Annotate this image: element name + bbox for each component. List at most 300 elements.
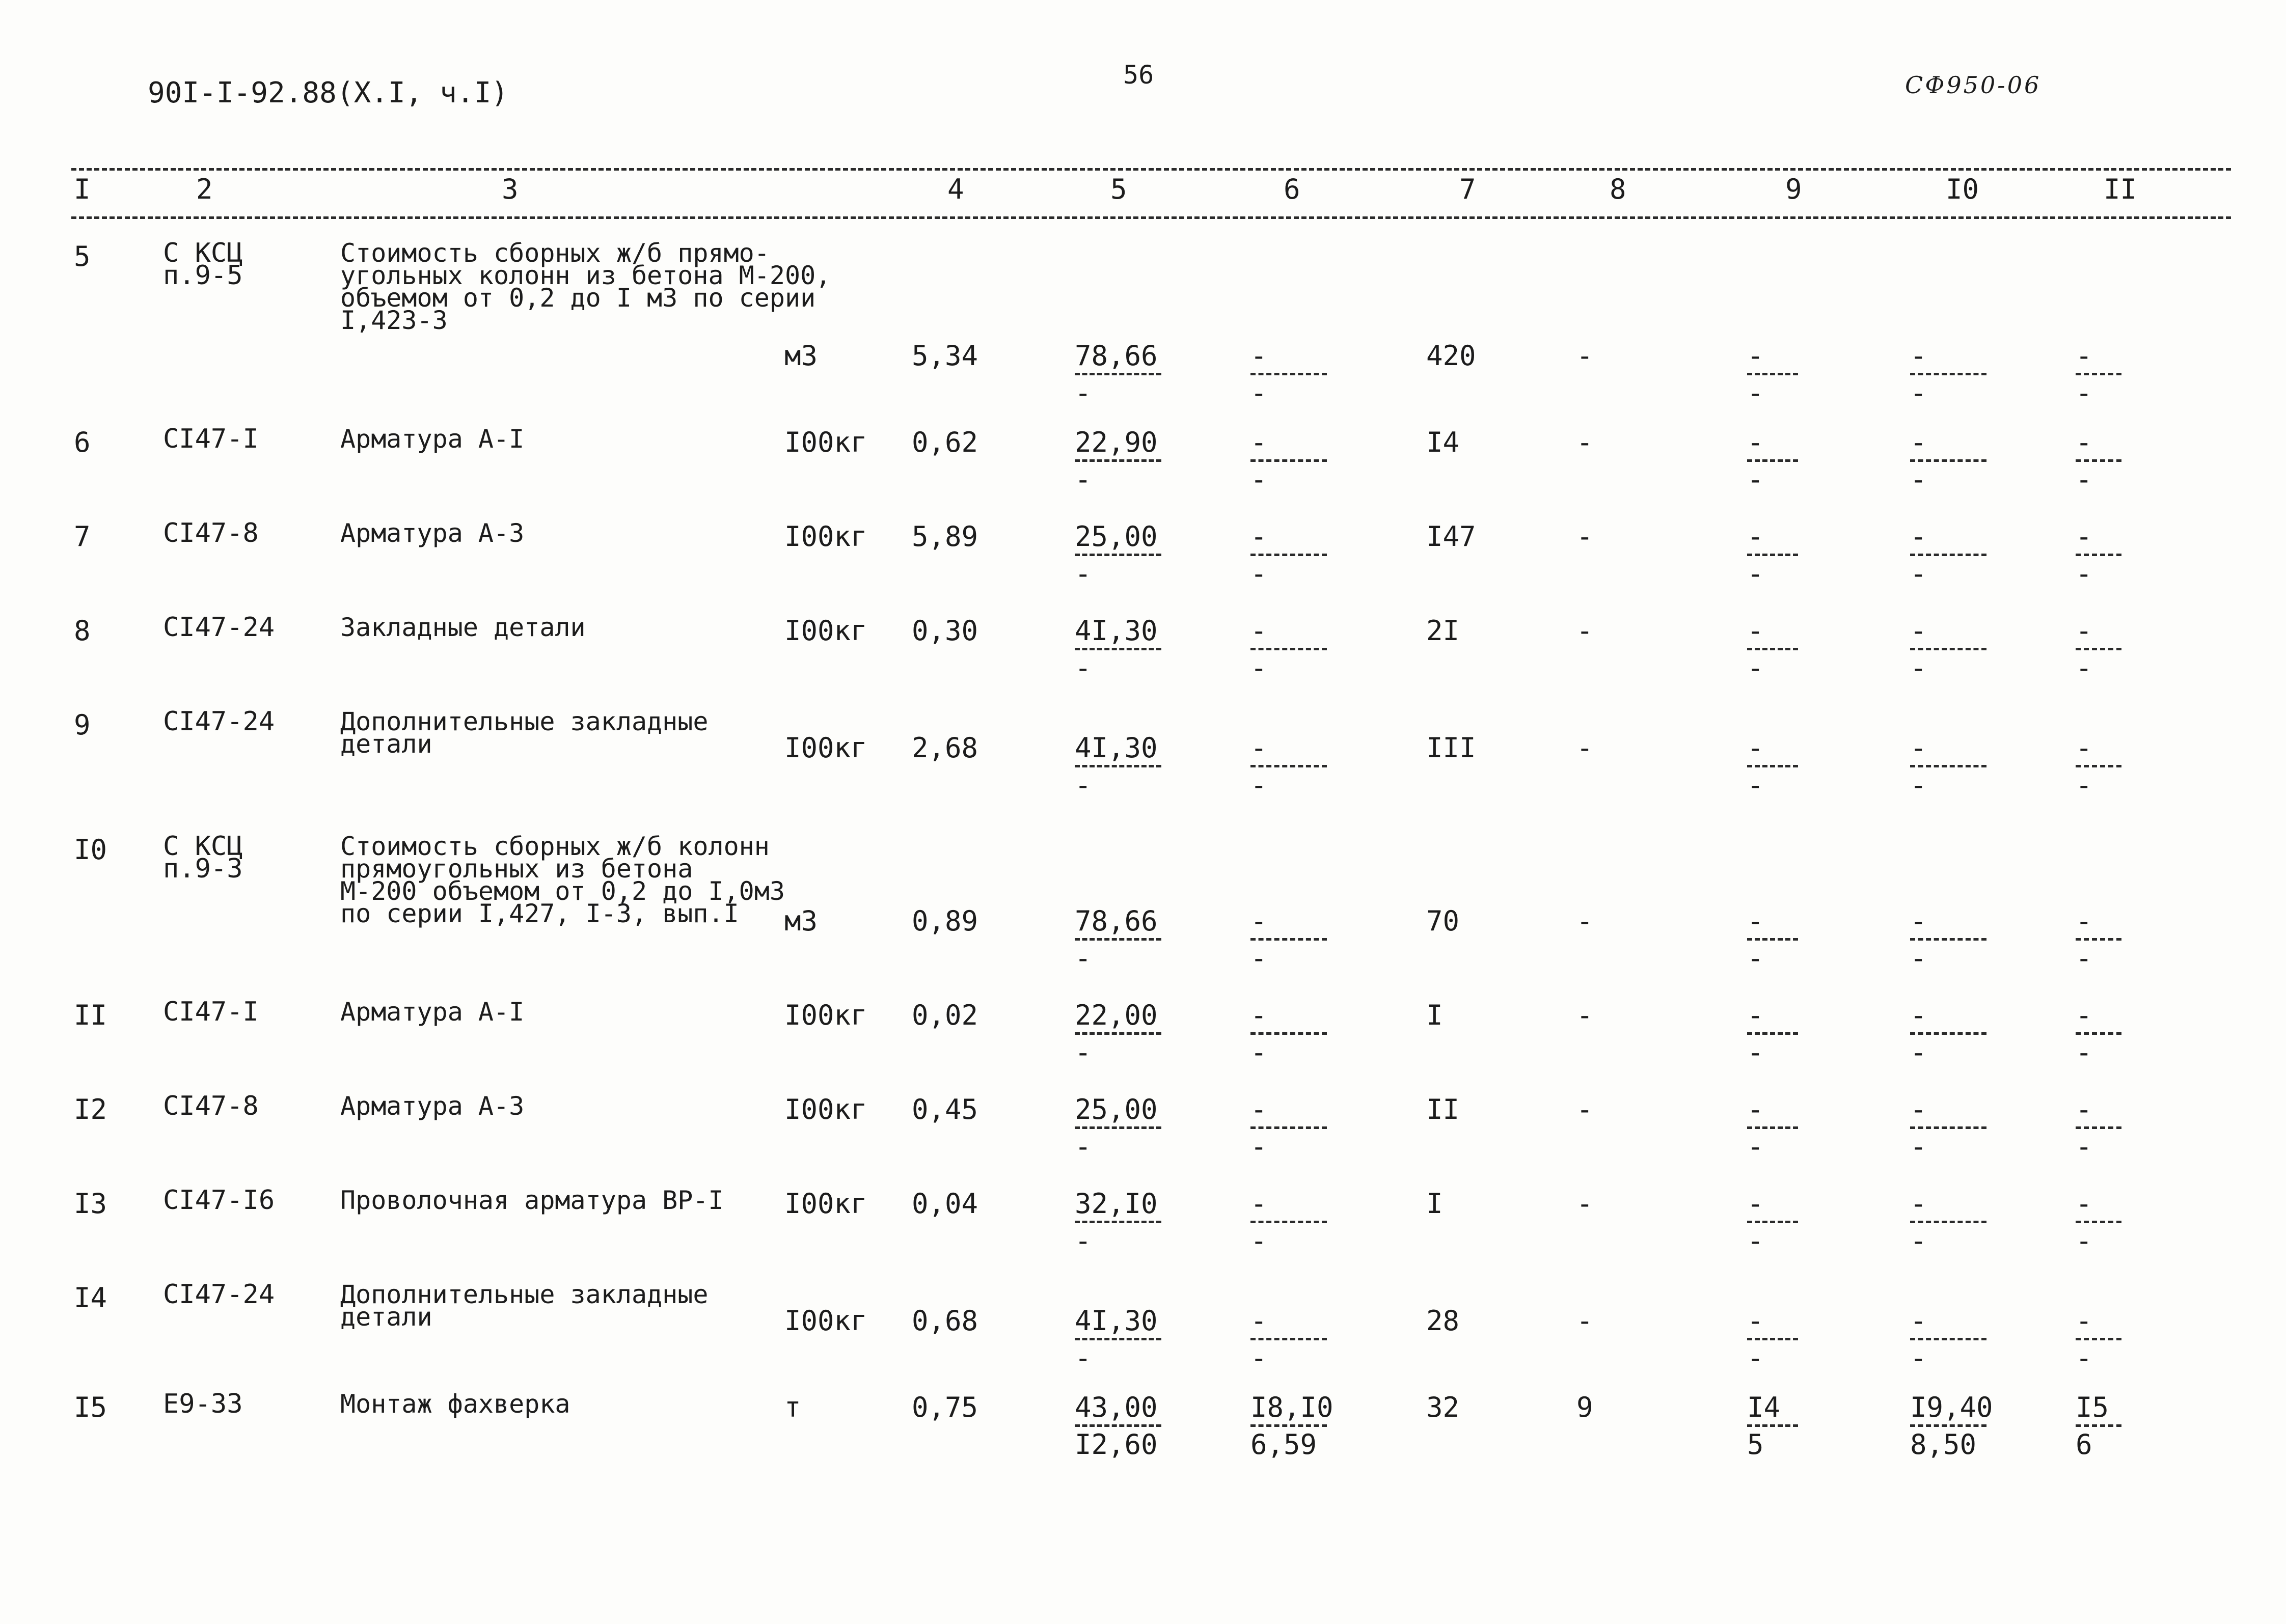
document-reference: 90I-I-92.88(X.I, ч.I)	[148, 76, 509, 109]
labor-per-unit-fraction-bar	[1910, 938, 1986, 941]
machine-cost: -	[1576, 1188, 1593, 1220]
unit-wages-fraction-bar	[1250, 1126, 1327, 1129]
labor-total	[2076, 906, 2121, 973]
labor-per-unit-fraction-bar	[1910, 1032, 1986, 1035]
rate-code: СI47-24	[163, 1279, 275, 1310]
labor-per-unit	[1910, 733, 1986, 800]
total-wages-fraction-bar	[1747, 554, 1798, 556]
unit-cost	[1075, 733, 1161, 800]
quantity: 0,02	[912, 999, 978, 1031]
unit-wages-denominator: -	[1250, 652, 1267, 684]
unit-cost	[1075, 341, 1161, 408]
unit-cost-fraction-bar	[1075, 1126, 1161, 1129]
quantity: 0,89	[912, 905, 978, 937]
labor-per-unit	[1910, 428, 1986, 494]
labor-total-numerator: -	[2076, 340, 2092, 372]
unit-wages-fraction-bar	[1250, 459, 1327, 462]
column-header-10: I0	[1946, 173, 1979, 205]
quantity: 0,62	[912, 426, 978, 458]
unit-cost-numerator: 78,66	[1075, 340, 1158, 372]
machine-cost: -	[1576, 520, 1593, 553]
total-wages-numerator: -	[1747, 426, 1764, 458]
total-wages-fraction-bar	[1747, 648, 1798, 650]
total-wages	[1747, 522, 1798, 589]
labor-total	[2076, 428, 2121, 494]
unit-wages-fraction-bar	[1250, 554, 1327, 556]
total-wages-numerator: -	[1747, 999, 1764, 1031]
labor-total-fraction-bar	[2076, 459, 2121, 462]
header-bottom-rule	[71, 216, 2231, 219]
labor-per-unit-fraction-bar	[1910, 1338, 1986, 1340]
labor-per-unit-fraction-bar	[1910, 1221, 1986, 1223]
unit-wages-numerator: -	[1250, 615, 1267, 647]
row-number: I3	[74, 1188, 107, 1220]
labor-total-numerator: -	[2076, 905, 2092, 937]
labor-total-fraction-bar	[2076, 373, 2121, 375]
row-number: I2	[74, 1093, 107, 1125]
total-cost: I	[1426, 1188, 1443, 1220]
unit-cost-denominator: -	[1075, 942, 1092, 974]
total-wages	[1747, 341, 1798, 408]
labor-total-denominator: -	[2076, 769, 2092, 801]
labor-per-unit	[1910, 1189, 1986, 1256]
column-header-3: 3	[502, 173, 519, 205]
unit-wages	[1250, 906, 1327, 973]
work-description: Стоимость сборных ж/б колонн прямоугольных из бетона М-200 объемом от 0,2 до I,0м3 по серии I,427, I-3, вып.I	[340, 832, 785, 928]
rate-code: СI47-8	[163, 1091, 259, 1121]
unit-wages-numerator: -	[1250, 905, 1267, 937]
labor-total	[2076, 1001, 2121, 1067]
labor-per-unit-denominator: -	[1910, 463, 1927, 496]
work-description: Дополнительные закладные детали	[340, 1280, 709, 1332]
labor-per-unit-fraction-bar	[1910, 373, 1986, 375]
total-wages-denominator: -	[1747, 1225, 1764, 1257]
unit-wages-numerator: -	[1250, 1188, 1267, 1220]
labor-per-unit-fraction-bar	[1910, 1126, 1986, 1129]
total-wages	[1747, 1001, 1798, 1067]
work-description: Арматура А-I	[340, 997, 525, 1027]
work-description: Проволочная арматура ВР-I	[340, 1186, 724, 1215]
unit-wages-denominator: -	[1250, 769, 1267, 801]
rate-code: СI47-24	[163, 612, 275, 643]
total-wages-fraction-bar	[1747, 938, 1798, 941]
row-number: 6	[74, 426, 91, 458]
machine-cost: -	[1576, 732, 1593, 764]
labor-total-denominator: -	[2076, 652, 2092, 684]
machine-cost: -	[1576, 999, 1593, 1031]
unit-cost	[1075, 428, 1161, 494]
unit-cost-numerator: 4I,30	[1075, 615, 1158, 647]
total-wages-fraction-bar	[1747, 1032, 1798, 1035]
labor-total-fraction-bar	[2076, 1221, 2121, 1223]
work-description: Закладные детали	[340, 613, 586, 642]
unit-wages-denominator: 6,59	[1250, 1428, 1317, 1461]
labor-total	[2076, 522, 2121, 589]
labor-per-unit-numerator: -	[1910, 340, 1927, 372]
row-number: 9	[74, 709, 91, 741]
total-wages-fraction-bar	[1747, 1424, 1798, 1427]
column-header-8: 8	[1610, 173, 1626, 205]
unit-wages	[1250, 341, 1327, 408]
labor-total-numerator: -	[2076, 426, 2092, 458]
unit-cost-denominator: -	[1075, 1036, 1092, 1068]
labor-per-unit-numerator: -	[1910, 1093, 1927, 1125]
total-wages-denominator: 5	[1747, 1428, 1764, 1461]
work-description: Арматура А-I	[340, 424, 525, 454]
unit-cost-numerator: 25,00	[1075, 1093, 1158, 1125]
unit-wages-fraction-bar	[1250, 648, 1327, 650]
row-number: I0	[74, 834, 107, 866]
unit-cost	[1075, 1095, 1161, 1162]
unit-cost-fraction-bar	[1075, 765, 1161, 767]
labor-per-unit-denominator: -	[1910, 558, 1927, 590]
unit-wages	[1250, 1001, 1327, 1067]
unit-wages-denominator: -	[1250, 463, 1267, 496]
total-wages	[1747, 1095, 1798, 1162]
column-header-7: 7	[1459, 173, 1476, 205]
column-header-5: 5	[1110, 173, 1127, 205]
machine-cost: -	[1576, 1093, 1593, 1125]
total-wages-denominator: -	[1747, 1036, 1764, 1068]
total-wages	[1747, 906, 1798, 973]
unit-cost-denominator: -	[1075, 1342, 1092, 1374]
total-cost: 420	[1426, 340, 1476, 372]
labor-total-fraction-bar	[2076, 554, 2121, 556]
labor-per-unit-denominator: -	[1910, 769, 1927, 801]
quantity: 0,04	[912, 1188, 978, 1220]
labor-per-unit-fraction-bar	[1910, 765, 1986, 767]
total-wages-fraction-bar	[1747, 1221, 1798, 1223]
unit-cost-denominator: -	[1075, 377, 1092, 409]
total-cost: 2I	[1426, 615, 1460, 647]
unit-cost-numerator: 22,90	[1075, 426, 1158, 458]
labor-total-denominator: -	[2076, 1225, 2092, 1257]
rate-code: СI47-I	[163, 424, 259, 454]
machine-cost: -	[1576, 1305, 1593, 1337]
unit-cost-denominator: -	[1075, 769, 1092, 801]
labor-total-numerator: I5	[2076, 1391, 2109, 1423]
total-wages-numerator: -	[1747, 1188, 1764, 1220]
labor-per-unit-fraction-bar	[1910, 1424, 1986, 1427]
work-description: Дополнительные закладные детали	[340, 707, 709, 759]
total-wages-fraction-bar	[1747, 1338, 1798, 1340]
labor-total-fraction-bar	[2076, 648, 2121, 650]
unit-cost	[1075, 1189, 1161, 1256]
labor-per-unit	[1910, 1095, 1986, 1162]
total-cost: I	[1426, 999, 1443, 1031]
unit-cost-denominator: -	[1075, 463, 1092, 496]
unit: I00кг	[784, 426, 867, 458]
row-number: 7	[74, 520, 91, 553]
quantity: 0,75	[912, 1391, 978, 1423]
unit-cost	[1075, 1393, 1161, 1460]
total-cost: II	[1426, 1093, 1460, 1125]
labor-total	[2076, 1095, 2121, 1162]
unit-cost-denominator: -	[1075, 1225, 1092, 1257]
labor-per-unit-numerator: -	[1910, 1305, 1927, 1337]
unit-cost-numerator: 43,00	[1075, 1391, 1158, 1423]
quantity: 5,34	[912, 340, 978, 372]
labor-total-denominator: -	[2076, 942, 2092, 974]
row-number: 8	[74, 615, 91, 647]
labor-total	[2076, 1189, 2121, 1256]
labor-per-unit-denominator: -	[1910, 1225, 1927, 1257]
unit-wages-denominator: -	[1250, 1131, 1267, 1163]
total-cost: 32	[1426, 1391, 1460, 1423]
unit-wages-fraction-bar	[1250, 1338, 1327, 1340]
labor-total-denominator: -	[2076, 463, 2092, 496]
unit-wages-numerator: I8,I0	[1250, 1391, 1334, 1423]
labor-total	[2076, 1393, 2121, 1460]
labor-per-unit	[1910, 616, 1986, 683]
column-header-9: 9	[1785, 173, 1802, 205]
labor-total-denominator: -	[2076, 1036, 2092, 1068]
labor-per-unit-numerator: -	[1910, 1188, 1927, 1220]
unit-wages-denominator: -	[1250, 1036, 1267, 1068]
total-wages	[1747, 428, 1798, 494]
unit-cost-fraction-bar	[1075, 938, 1161, 941]
unit-wages-numerator: -	[1250, 1305, 1267, 1337]
work-description: Арматура А-3	[340, 1091, 525, 1121]
total-wages	[1747, 1306, 1798, 1373]
column-header-2: 2	[196, 173, 213, 205]
unit-cost-fraction-bar	[1075, 1032, 1161, 1035]
unit-wages-numerator: -	[1250, 340, 1267, 372]
labor-per-unit-denominator: -	[1910, 1342, 1927, 1374]
total-wages-numerator: -	[1747, 615, 1764, 647]
labor-total-fraction-bar	[2076, 765, 2121, 767]
unit-cost-numerator: 78,66	[1075, 905, 1158, 937]
quantity: 2,68	[912, 732, 978, 764]
unit: I00кг	[784, 1188, 867, 1220]
quantity: 0,30	[912, 615, 978, 647]
unit-cost-fraction-bar	[1075, 459, 1161, 462]
unit-wages-fraction-bar	[1250, 1032, 1327, 1035]
labor-total	[2076, 1306, 2121, 1373]
unit-wages-fraction-bar	[1250, 373, 1327, 375]
unit-wages-denominator: -	[1250, 942, 1267, 974]
total-wages	[1747, 1189, 1798, 1256]
total-wages-numerator: -	[1747, 340, 1764, 372]
unit-wages-denominator: -	[1250, 1225, 1267, 1257]
unit-wages-denominator: -	[1250, 1342, 1267, 1374]
total-cost: III	[1426, 732, 1476, 764]
unit-cost-denominator: -	[1075, 1131, 1092, 1163]
labor-per-unit-fraction-bar	[1910, 459, 1986, 462]
unit-cost-numerator: 25,00	[1075, 520, 1158, 553]
machine-cost: -	[1576, 615, 1593, 647]
rate-code: С КСЦ п.9-5	[163, 238, 243, 291]
header-top-rule	[71, 168, 2231, 171]
row-number: I5	[74, 1391, 107, 1423]
labor-total	[2076, 733, 2121, 800]
unit-wages-denominator: -	[1250, 377, 1267, 409]
machine-cost: -	[1576, 905, 1593, 937]
total-wages	[1747, 1393, 1798, 1460]
total-wages	[1747, 616, 1798, 683]
total-wages-numerator: -	[1747, 1305, 1764, 1337]
labor-per-unit	[1910, 341, 1986, 408]
labor-total	[2076, 616, 2121, 683]
labor-per-unit-numerator: -	[1910, 999, 1927, 1031]
labor-per-unit-fraction-bar	[1910, 554, 1986, 556]
labor-total-numerator: -	[2076, 615, 2092, 647]
total-wages-denominator: -	[1747, 1131, 1764, 1163]
labor-per-unit-denominator: -	[1910, 1036, 1927, 1068]
unit: м3	[784, 905, 818, 937]
rate-code: СI47-24	[163, 706, 275, 737]
labor-total-fraction-bar	[2076, 1424, 2121, 1427]
labor-per-unit-numerator: -	[1910, 615, 1927, 647]
total-wages-denominator: -	[1747, 942, 1764, 974]
total-wages-numerator: -	[1747, 1093, 1764, 1125]
unit-cost	[1075, 522, 1161, 589]
labor-per-unit-denominator: -	[1910, 652, 1927, 684]
unit-wages-numerator: -	[1250, 520, 1267, 553]
total-cost: I4	[1426, 426, 1460, 458]
unit-cost-fraction-bar	[1075, 648, 1161, 650]
labor-total-fraction-bar	[2076, 1032, 2121, 1035]
unit-wages-numerator: -	[1250, 732, 1267, 764]
unit-wages	[1250, 1391, 1334, 1461]
labor-total-denominator: -	[2076, 558, 2092, 590]
total-wages-fraction-bar	[1747, 373, 1798, 375]
machine-cost: -	[1576, 426, 1593, 458]
labor-total-fraction-bar	[2076, 1338, 2121, 1340]
total-wages-numerator: I4	[1747, 1391, 1781, 1423]
labor-per-unit-numerator: I9,40	[1910, 1391, 1993, 1423]
total-wages-numerator: -	[1747, 732, 1764, 764]
labor-total-numerator: -	[2076, 1188, 2092, 1220]
unit-wages	[1250, 733, 1327, 800]
labor-per-unit-numerator: -	[1910, 520, 1927, 553]
machine-cost: -	[1576, 340, 1593, 372]
column-header-4: 4	[947, 173, 964, 205]
labor-total-numerator: -	[2076, 999, 2092, 1031]
unit-wages	[1250, 522, 1327, 589]
machine-cost: 9	[1576, 1391, 1593, 1423]
total-wages-denominator: -	[1747, 377, 1764, 409]
labor-total-fraction-bar	[2076, 938, 2121, 941]
unit-cost	[1075, 1306, 1161, 1373]
unit-wages-fraction-bar	[1250, 938, 1327, 941]
unit-cost-fraction-bar	[1075, 1424, 1161, 1427]
labor-total-denominator: -	[2076, 377, 2092, 409]
unit-wages-denominator: -	[1250, 558, 1267, 590]
unit-wages	[1250, 616, 1327, 683]
document-code: СФ950-06	[1905, 71, 2042, 99]
work-description: Стоимость сборных ж/б прямо- угольных колонн из бетона М-200, объемом от 0,2 до I м3 по серии I,423-3	[340, 238, 831, 335]
unit-cost	[1075, 906, 1161, 973]
rate-code: СI47-I	[163, 997, 259, 1027]
unit-cost-fraction-bar	[1075, 554, 1161, 556]
total-wages-fraction-bar	[1747, 459, 1798, 462]
total-cost: 70	[1426, 905, 1460, 937]
labor-total-fraction-bar	[2076, 1126, 2121, 1129]
total-wages	[1747, 733, 1798, 800]
column-header-11: II	[2104, 173, 2137, 205]
total-wages-numerator: -	[1747, 520, 1764, 553]
labor-per-unit	[1910, 1001, 1986, 1067]
work-description: Арматура А-3	[340, 518, 525, 548]
labor-per-unit	[1910, 1306, 1986, 1373]
unit: I00кг	[784, 520, 867, 553]
unit-cost-numerator: 32,I0	[1075, 1188, 1158, 1220]
total-cost: I47	[1426, 520, 1476, 553]
unit: I00кг	[784, 1093, 867, 1125]
labor-per-unit	[1910, 522, 1986, 589]
unit-cost-denominator: I2,60	[1075, 1428, 1158, 1461]
labor-total-numerator: -	[2076, 520, 2092, 553]
unit-cost-numerator: 4I,30	[1075, 1305, 1158, 1337]
unit-cost-numerator: 22,00	[1075, 999, 1158, 1031]
unit-cost-fraction-bar	[1075, 373, 1161, 375]
labor-per-unit-denominator: -	[1910, 1131, 1927, 1163]
unit: м3	[784, 340, 818, 372]
rate-code: СI47-8	[163, 518, 259, 548]
quantity: 5,89	[912, 520, 978, 553]
labor-per-unit-denominator: -	[1910, 942, 1927, 974]
labor-total	[2076, 341, 2121, 408]
quantity: 0,45	[912, 1093, 978, 1125]
labor-total-denominator: 6	[2076, 1428, 2092, 1461]
unit: I00кг	[784, 999, 867, 1031]
unit-wages-fraction-bar	[1250, 1424, 1327, 1427]
labor-per-unit-denominator: -	[1910, 377, 1927, 409]
labor-total-denominator: -	[2076, 1342, 2092, 1374]
unit-wages-fraction-bar	[1250, 765, 1327, 767]
labor-per-unit	[1910, 1391, 1993, 1461]
unit-wages-numerator: -	[1250, 426, 1267, 458]
unit: т	[784, 1391, 801, 1423]
rate-code: СI47-I6	[163, 1185, 275, 1216]
total-wages-fraction-bar	[1747, 765, 1798, 767]
total-wages-denominator: -	[1747, 1342, 1764, 1374]
unit-wages-numerator: -	[1250, 1093, 1267, 1125]
labor-total-numerator: -	[2076, 732, 2092, 764]
rate-code: С КСЦ п.9-3	[163, 831, 243, 884]
page-number: 56	[1123, 60, 1154, 90]
unit-cost-fraction-bar	[1075, 1338, 1161, 1340]
unit-wages	[1250, 428, 1327, 494]
work-description: Монтаж фахверка	[340, 1389, 570, 1419]
row-number: I4	[74, 1282, 107, 1314]
unit-cost-fraction-bar	[1075, 1221, 1161, 1223]
unit-wages	[1250, 1306, 1327, 1373]
labor-per-unit-numerator: -	[1910, 905, 1927, 937]
column-header-6: 6	[1284, 173, 1300, 205]
labor-per-unit	[1910, 906, 1986, 973]
total-wages-denominator: -	[1747, 769, 1764, 801]
unit-cost-denominator: -	[1075, 558, 1092, 590]
unit: I00кг	[784, 615, 867, 647]
rate-code: Е9-33	[163, 1389, 243, 1419]
total-wages-denominator: -	[1747, 463, 1764, 496]
unit-cost-numerator: 4I,30	[1075, 732, 1158, 764]
total-wages-denominator: -	[1747, 558, 1764, 590]
unit-cost	[1075, 1001, 1161, 1067]
labor-per-unit-fraction-bar	[1910, 648, 1986, 650]
unit-cost-denominator: -	[1075, 652, 1092, 684]
unit-wages	[1250, 1189, 1327, 1256]
labor-per-unit-numerator: -	[1910, 732, 1927, 764]
row-number: II	[74, 999, 107, 1031]
labor-total-numerator: -	[2076, 1305, 2092, 1337]
unit-wages-numerator: -	[1250, 999, 1267, 1031]
unit: I00кг	[784, 1305, 867, 1337]
labor-per-unit-numerator: -	[1910, 426, 1927, 458]
unit: I00кг	[784, 732, 867, 764]
